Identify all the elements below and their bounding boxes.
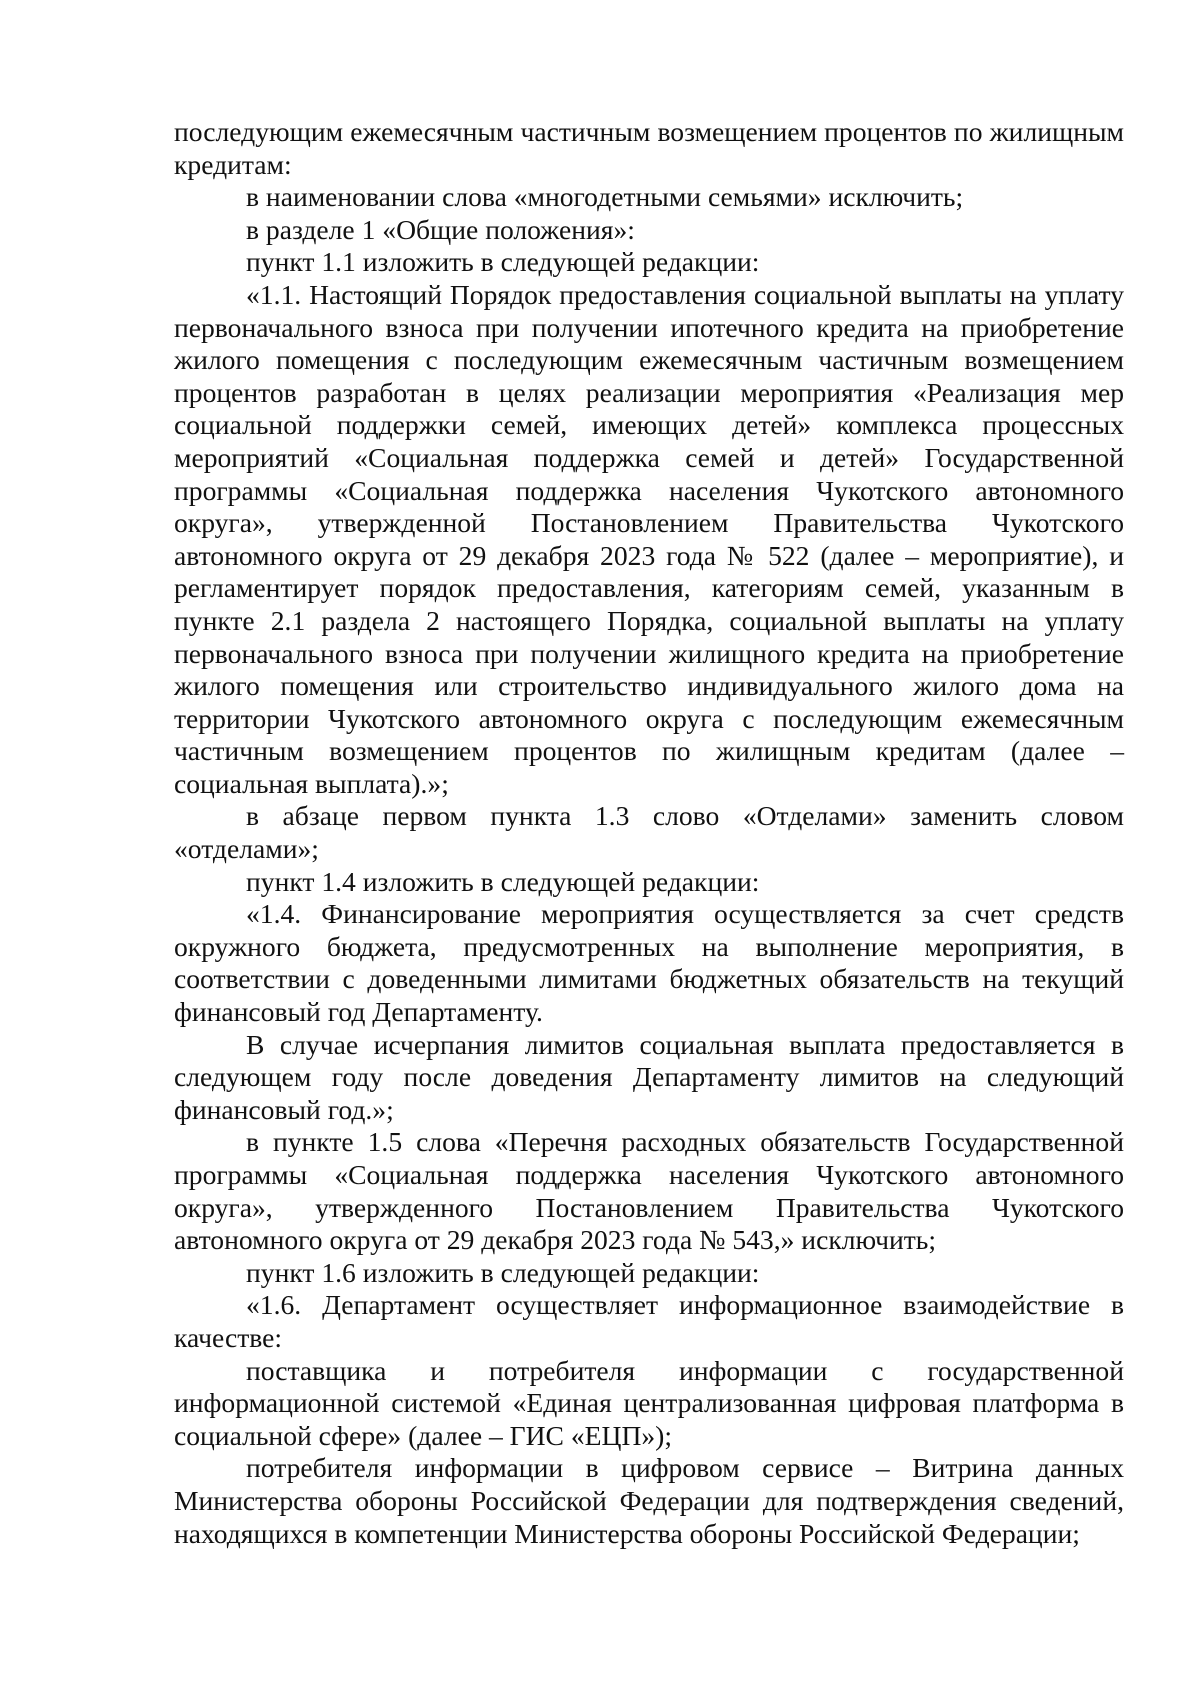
paragraph-title-amendment: в наименовании слова «многодетными семьями» исключить; [246, 181, 964, 213]
paragraph-clause-1-1-text: «1.1. Настоящий Порядок предоставления социальной выплаты на уплату первоначального взноса при получении ипотечного кредита на приобретение жилого помещения с последующим ежемесячным частичным возмещением процентов разработан в целях реализации мероприятия «Реализация мер социальной поддержки семей, имеющих детей» комплекса процессных мероприятий «Социальная поддержка семей и детей» Государственной программы «Социальная поддержка населения Чукотского автономного округа», утвержденной Постановлением Правительства Чукотского автономного округа от 29 декабря 2023 года № 522 (далее – мероприятие), и регламентирует порядок предоставления, категориям семей, указанным в пункте 2.1 раздела 2 настоящего Порядка, социальной выплаты на уплату первоначального взноса при получении жилищного кредита на приобретение жилого помещения или строительство индивидуального жилого дома на территории Чукотского автономного округа с последующим ежемесячным частичным возмещением процентов по жилищным кредитам (далее – социальная выплата).»; [174, 278, 1124, 799]
paragraph-clause-1-6-intro: пункт 1.6 изложить в следующей редакции: [246, 1256, 760, 1288]
paragraph-clause-1-3-amendment: в абзаце первом пункта 1.3 слово «Отделами» заменить словом «отделами»; [174, 800, 1124, 865]
document-body [174, 116, 1124, 1550]
paragraph-section-1-heading: в разделе 1 «Общие положения»: [246, 213, 635, 245]
paragraph-clause-1-6-text: «1.6. Департамент осуществляет информационное взаимодействие в качестве: [174, 1289, 1124, 1353]
paragraph-clause-1-6-consumer: потребителя информации в цифровом сервисе – Витрина данных Министерства обороны Российской Федерации для подтверждения сведений, находящихся в компетенции Министерства обороны Российской Федерации; [174, 1452, 1124, 1549]
paragraph-continuation: последующим ежемесячным частичным возмещением процентов по жилищным кредитам: [174, 116, 1124, 180]
paragraph-clause-1-4-intro: пункт 1.4 изложить в следующей редакции: [246, 865, 760, 897]
paragraph-clause-1-4-text: «1.4. Финансирование мероприятия осуществляется за счет средств окружного бюджета, предусмотренных на выполнение мероприятия, в соответствии с доведенными лимитами бюджетных обязательств на текущий финансовый год Департаменту. [174, 898, 1124, 1028]
paragraph-clause-1-5-amendment: в пункте 1.5 слова «Перечня расходных обязательств Государственной программы «Социальная поддержка населения Чукотского автономного округа», утвержденного Постановлением Правительства Чукотского автономного округа от 29 декабря 2023 года № 543,» исключить; [174, 1126, 1124, 1256]
paragraph-clause-1-1-intro: пункт 1.1 изложить в следующей редакции: [246, 246, 760, 278]
paragraph-clause-1-4-limits: В случае исчерпания лимитов социальная выплата предоставляется в следующем году после доведения Департаменту лимитов на следующий финансовый год.»; [174, 1028, 1124, 1125]
paragraph-clause-1-6-supplier: поставщика и потребителя информации с государственной информационной системой «Единая централизованная цифровая платформа в социальной сфере» (далее – ГИС «ЕЦП»); [174, 1354, 1124, 1451]
